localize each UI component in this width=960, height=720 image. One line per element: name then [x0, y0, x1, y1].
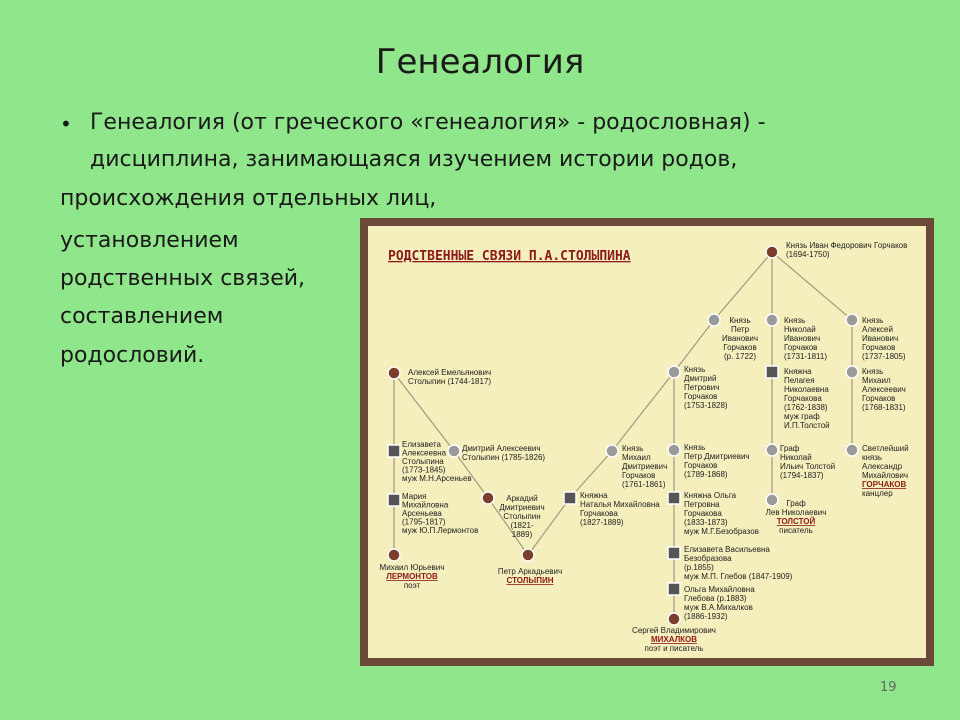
person-label — [580, 491, 660, 527]
person-label-line: поэт и писатель — [644, 644, 704, 653]
person-label-line: Николай — [784, 325, 816, 334]
person-label-line: Николай — [780, 453, 812, 462]
person-marker-square — [388, 445, 400, 457]
person-label-line: (1768-1831) — [862, 403, 906, 412]
person-label-line: (1795-1817) — [402, 517, 446, 527]
person-label-line: ЛЕРМОНТОВ — [386, 572, 438, 581]
person-label-line: Горчаков — [684, 461, 718, 470]
person-label-line: (1794-1837) — [780, 471, 824, 480]
person-label-line: Горчакова — [784, 394, 822, 403]
person-label-line: Горчаков — [862, 343, 896, 352]
person-label-line: Петр Дмитриевич — [684, 452, 750, 461]
person-marker-circle — [388, 549, 400, 561]
person-label-line: Столыпин (1744-1817) — [408, 377, 492, 386]
person-marker-circle — [606, 445, 618, 457]
person-label-line: Граф — [780, 444, 800, 453]
person-label-line: князь — [862, 453, 883, 462]
person-label-line: 1889) — [511, 530, 533, 539]
text-line-6: составлением — [60, 304, 224, 329]
person-label-line: Глебова (р.1883) — [684, 594, 747, 603]
person-label-line: (1773-1845) — [402, 465, 446, 475]
person-label-line: Горчакова — [684, 509, 722, 518]
person-label-line: (1761-1861) — [622, 480, 666, 489]
person-label-line: (1737-1805) — [862, 352, 906, 361]
text-line-7: родословий. — [60, 343, 205, 368]
text-line-5: родственных связей, — [60, 266, 306, 291]
person-marker-circle — [668, 444, 680, 456]
person-label-line: (1694-1750) — [786, 250, 830, 259]
person-label — [462, 444, 545, 462]
person-marker-square — [668, 547, 680, 559]
person-label-line: Петр Аркадьевич — [497, 567, 563, 576]
person-label-line: (1762-1838) — [784, 403, 828, 412]
person-label-line: Петровна — [684, 500, 720, 509]
person-label — [862, 444, 909, 498]
person-label-line: Княжна — [580, 491, 608, 500]
person-label-line: Князь — [622, 444, 644, 453]
person-marker-square — [668, 492, 680, 504]
person-label-line: писатель — [779, 526, 813, 535]
person-label — [408, 368, 491, 386]
person-label-line: Мария — [402, 492, 427, 501]
person-marker-circle — [846, 314, 858, 326]
diagram-title: РОДСТВЕННЫЕ СВЯЗИ П.А.СТОЛЫПИНА — [388, 249, 631, 264]
person-label — [786, 241, 907, 259]
person-label-line: Дмитриевич — [622, 462, 668, 471]
person-label-line: Княжна Ольга — [684, 491, 737, 500]
person-label-line: поэт — [403, 581, 421, 590]
bullet-text-line-2: дисциплина, занимающаяся изучением истории родов, — [90, 147, 738, 172]
person-label — [499, 494, 544, 539]
person-label-line: муж М.Н.Арсеньев — [402, 474, 472, 483]
person-label-line: муж М.П. Глебов (1847-1909) — [684, 572, 793, 581]
person-label-line: Горчаков — [723, 343, 757, 352]
person-label-line: Горчаков — [784, 343, 818, 352]
person-marker-circle — [766, 314, 778, 326]
connector-line — [714, 252, 772, 320]
person-label-line: Столыпин (1785-1826) — [462, 453, 546, 462]
person-label-line: Михайлович — [862, 471, 909, 480]
person-label-line: Столыпин — [503, 512, 541, 521]
person-label-line: Князь — [862, 367, 884, 376]
person-label — [402, 492, 478, 535]
person-label-line: Ольга Михайловна — [684, 585, 755, 594]
person-label-line: Князь — [784, 316, 806, 325]
person-marker-circle — [668, 613, 680, 625]
person-label-line: Лев Николаевич — [765, 508, 827, 517]
person-label-line: МИХАЛКОВ — [650, 635, 698, 644]
person-label-line: Светлейший — [862, 444, 909, 453]
person-label-line: Алексеевна — [402, 448, 447, 458]
person-label — [862, 367, 906, 412]
text-line-4: установлением — [60, 228, 239, 253]
person-marker-circle — [766, 246, 778, 258]
person-label-line: (1827-1889) — [580, 518, 624, 527]
person-label-line: (1789-1868) — [684, 470, 728, 479]
person-label-line: Безобразова — [684, 554, 732, 563]
person-label-line: Петрович — [684, 383, 720, 392]
person-label — [722, 316, 758, 361]
slide-title: Генеалогия — [375, 42, 585, 82]
page-number: 19 — [880, 680, 897, 695]
bullet-text-line-1: Генеалогия (от греческого «генеалогия» - родословная) - — [90, 110, 766, 135]
person-label-line: Иванович — [784, 334, 821, 343]
person-label — [780, 444, 835, 480]
person-label-line: Алексеевич — [862, 385, 906, 394]
connector-line — [772, 252, 852, 320]
person-label-line: Иванович — [862, 334, 899, 343]
person-label-line: Князь — [729, 316, 751, 325]
person-label-line: Александр — [862, 462, 903, 471]
person-label — [862, 316, 906, 361]
person-marker-circle — [668, 366, 680, 378]
person-marker-circle — [766, 494, 778, 506]
person-label-line: Граф — [786, 499, 806, 508]
person-label-line: Дмитрий — [684, 374, 717, 383]
person-label — [498, 567, 562, 585]
person-marker-circle — [766, 444, 778, 456]
person-marker-square — [388, 494, 400, 506]
person-marker-circle — [846, 366, 858, 378]
person-label-line: И.П.Толстой — [784, 421, 830, 430]
person-label-line: Михаил — [862, 376, 891, 385]
bullet-marker: • — [60, 112, 72, 136]
person-label-line: Княжна — [784, 367, 812, 376]
person-label-line: Алексей — [862, 325, 893, 334]
person-label-line: Горчаков — [684, 392, 718, 401]
person-label-line: Пелагея — [784, 376, 815, 385]
person-label-line: (1731-1811) — [784, 352, 827, 361]
person-label-line: канцлер — [862, 489, 893, 498]
person-label-line: Князь — [862, 316, 884, 325]
person-label-line: Николаевна — [784, 385, 829, 394]
person-label-line: муж М.Г.Безобразов — [684, 527, 759, 536]
person-label-line: Михайловна — [402, 500, 449, 510]
person-label-line: (1886-1932) — [684, 612, 728, 621]
person-label — [380, 563, 445, 590]
person-label-line: Горчаков — [862, 394, 896, 403]
person-label-line: Столыпина — [402, 457, 444, 466]
person-label-line: Ильич Толстой — [780, 462, 836, 471]
person-marker-square — [564, 492, 576, 504]
person-label-line: Алексей Емельянович — [408, 368, 492, 377]
person-label-line: муж В.А.Михалков — [684, 603, 753, 612]
person-label-line: (1821- — [510, 521, 534, 530]
person-label — [784, 367, 830, 430]
person-label-line: ГОРЧАКОВ — [862, 480, 907, 489]
person-marker-square — [668, 583, 680, 595]
person-label-line: СТОЛЫПИН — [506, 576, 554, 585]
person-label-line: Наталья Михайловна — [580, 500, 660, 509]
person-label-line: муж граф — [784, 412, 820, 421]
person-label — [684, 585, 755, 621]
text-line-3: происхождения отдельных лиц, — [60, 186, 437, 211]
person-label-line: Елизавета Васильевна — [684, 545, 770, 554]
person-label-line: (1753-1828) — [684, 401, 728, 410]
person-label-line: Иванович — [721, 334, 759, 343]
person-label-line: Петр — [730, 325, 750, 334]
person-label-line: (р.1855) — [684, 563, 714, 572]
person-label — [684, 443, 750, 479]
person-label-line: (1833-1873) — [684, 518, 728, 527]
person-label-line: Михаил Юрьевич — [379, 563, 445, 572]
person-label-line: Князь — [684, 443, 706, 452]
person-label-line: (р. 1722) — [723, 352, 757, 361]
person-label-line: Арсеньева — [402, 509, 442, 518]
person-marker-circle — [482, 492, 494, 504]
person-label-line: Горчаков — [622, 471, 656, 480]
person-label-line: Дмитриевич — [499, 503, 545, 512]
person-label-line: Князь Иван Федорович Горчаков — [786, 241, 908, 250]
person-label-line: Горчакова — [580, 509, 618, 518]
person-marker-circle — [708, 314, 720, 326]
person-marker-circle — [846, 444, 858, 456]
person-marker-circle — [388, 367, 400, 379]
person-label — [632, 626, 716, 653]
person-label — [684, 545, 793, 581]
person-label-line: Аркадий — [506, 494, 538, 503]
person-label-line: ТОЛСТОЙ — [776, 517, 816, 526]
person-label-line: Дмитрий Алексеевич — [462, 444, 541, 453]
person-label-line: Князь — [684, 365, 706, 374]
person-label — [622, 444, 667, 489]
person-marker-square — [766, 366, 778, 378]
person-marker-circle — [522, 549, 534, 561]
person-label-line: Михаил — [622, 453, 651, 462]
person-label — [684, 491, 759, 536]
person-label-line: Сергей Владимирович — [632, 626, 716, 635]
person-label — [784, 316, 827, 361]
person-label — [684, 365, 728, 410]
person-label-line: Елизавета — [402, 440, 441, 449]
person-marker-circle — [448, 445, 460, 457]
person-label-line: муж Ю.П.Лермонтов — [402, 526, 479, 535]
connector-line — [612, 372, 674, 451]
